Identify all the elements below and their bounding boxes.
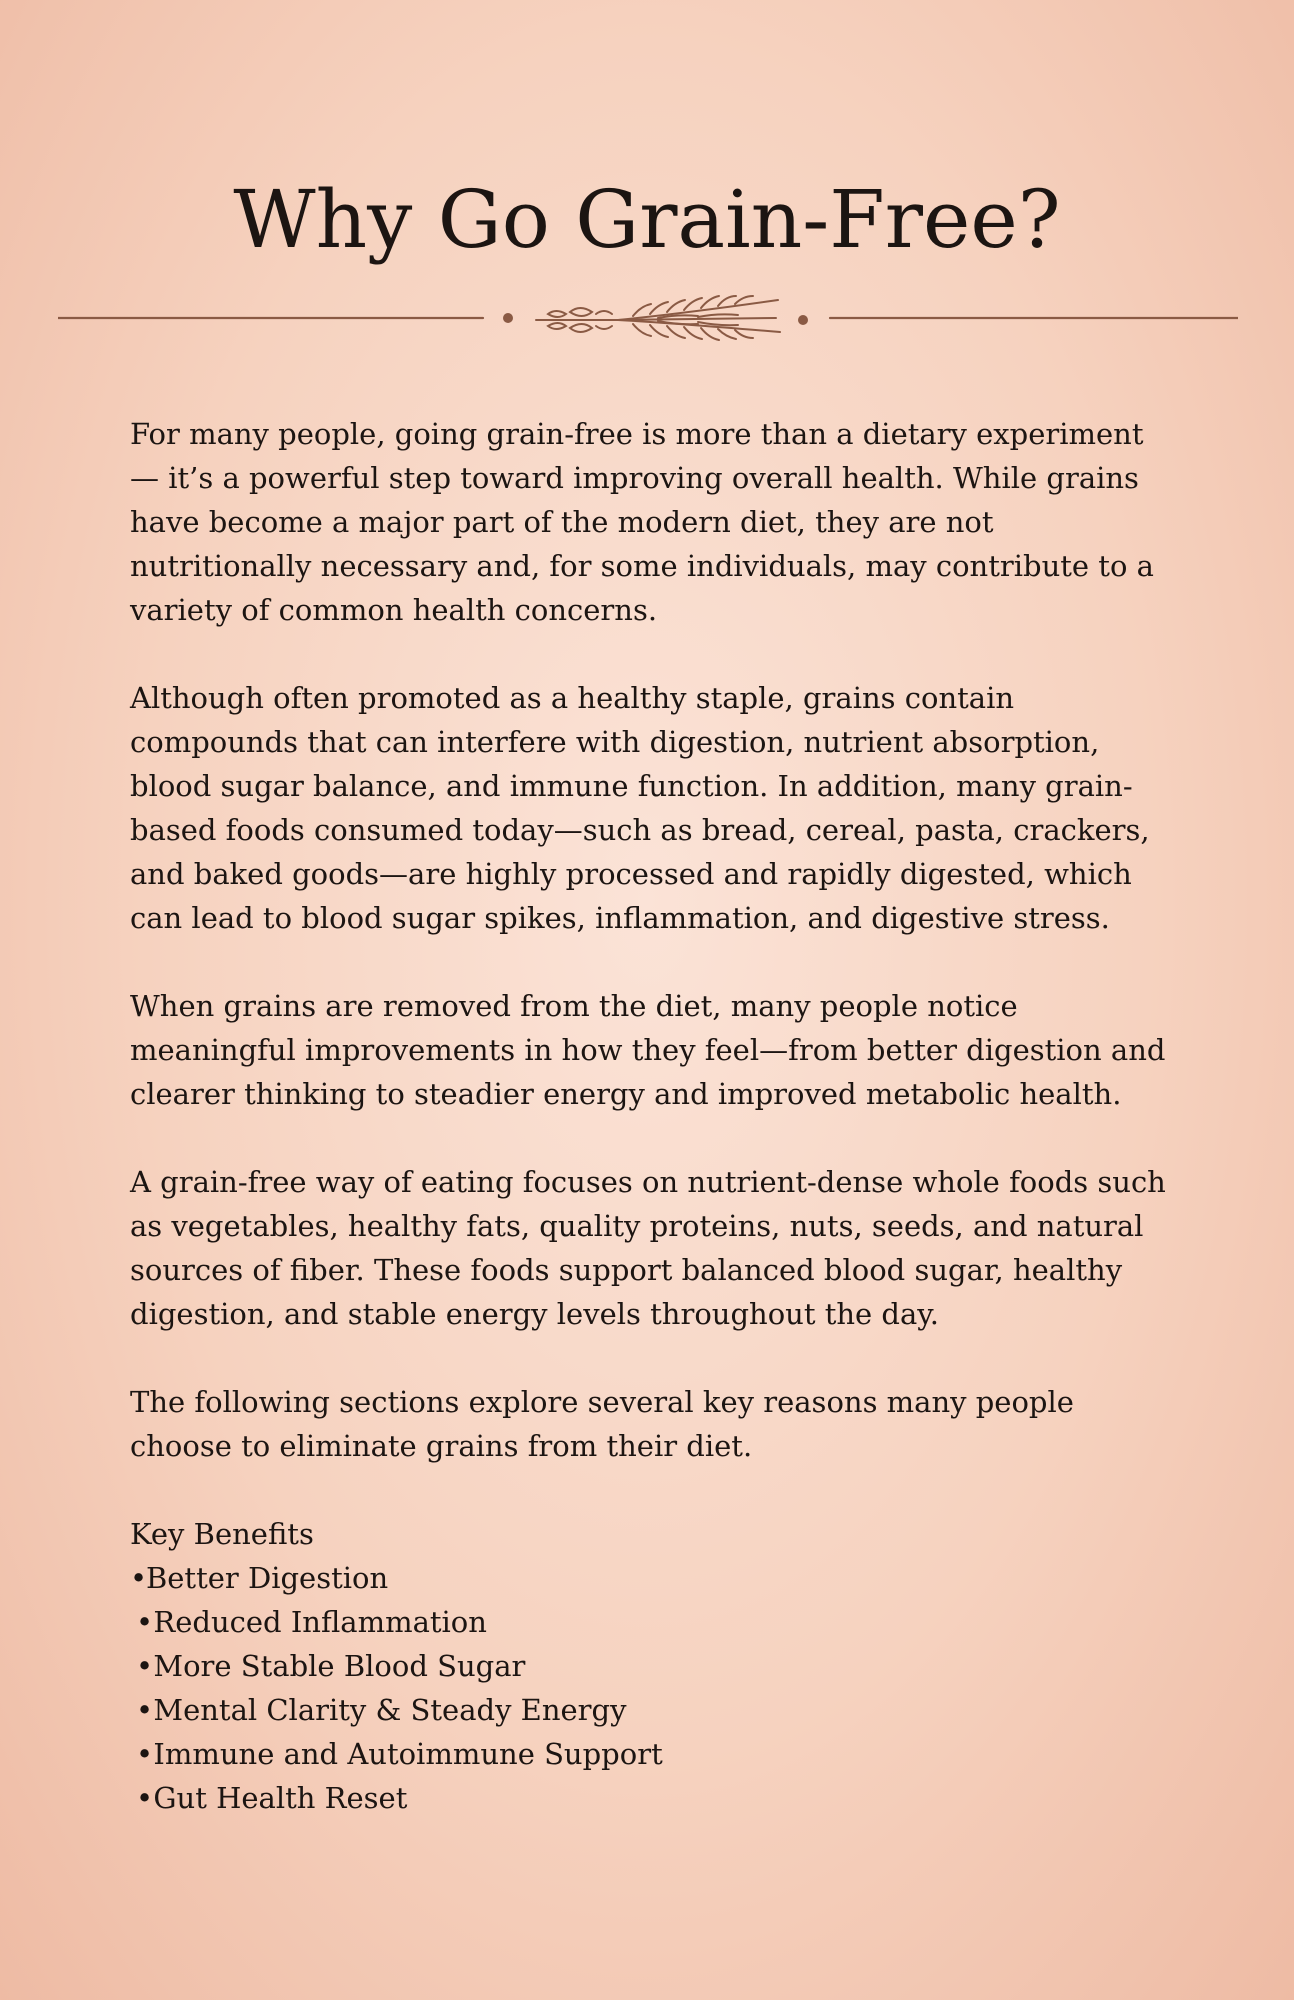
- bullet-icon: •: [136, 1693, 154, 1727]
- body-content: [130, 412, 1170, 1820]
- list-item: [130, 1600, 1170, 1644]
- paragraph-improvements: When grains are removed from the diet, many people notice meaningful improvements in how they feel—from better digestion and clearer thinking to steadier energy and improved metabolic health.: [130, 989, 1166, 1111]
- page-title: Why Go Grain-Free?: [233, 173, 1061, 266]
- paragraph-whole-foods: A grain-free way of eating focuses on nutrient-dense whole foods such as vegetables, healthy fats, quality proteins, nuts, seeds, and natural sources of fiber. These foods support balanced blood sugar, healthy digestion, and stable energy levels throughout the day.: [130, 1165, 1166, 1331]
- benefits-list: [130, 1556, 1170, 1820]
- bullet-icon: •: [136, 1605, 154, 1639]
- bullet-icon: •: [130, 1561, 148, 1595]
- benefit-label: Mental Clarity & Steady Energy: [153, 1693, 627, 1727]
- bullet-icon: •: [136, 1781, 154, 1815]
- list-item: [130, 1688, 1170, 1732]
- bullet-icon: •: [136, 1649, 154, 1683]
- benefit-label: Immune and Autoimmune Support: [153, 1737, 663, 1771]
- benefit-label: Better Digestion: [145, 1561, 389, 1595]
- paragraph-following-sections: The following sections explore several key reasons many people choose to eliminate grains from their diet.: [130, 1385, 1074, 1463]
- list-item: [130, 1644, 1170, 1688]
- paragraph-intro: For many people, going grain-free is more than a dietary experiment — it’s a powerful step toward improving overall health. While grains have become a major part of the modern diet, they are not nutritionally necessary and, for some individuals, may contribute to a variety of common health concerns.: [130, 417, 1154, 627]
- bullet-icon: •: [136, 1737, 154, 1771]
- wheat-sprig-divider-icon: [58, 292, 1238, 352]
- paragraph-grain-compounds: Although often promoted as a healthy staple, grains contain compounds that can interfere with digestion, nutrient absorption, blood sugar balance, and immune function. In addition, many grain-based foods consumed today—such as bread, cereal, pasta, crackers, and baked goods—are highly processed and rapidly digested, which can lead to blood sugar spikes, inflammation, and digestive stress.: [130, 681, 1150, 935]
- list-item: [130, 1776, 1170, 1820]
- benefits-heading: Key Benefits: [130, 1517, 314, 1551]
- benefit-label: Reduced Inflammation: [153, 1605, 487, 1639]
- list-item: [130, 1732, 1170, 1776]
- list-item: [130, 1556, 1170, 1600]
- benefit-label: More Stable Blood Sugar: [153, 1649, 526, 1683]
- benefit-label: Gut Health Reset: [153, 1781, 408, 1815]
